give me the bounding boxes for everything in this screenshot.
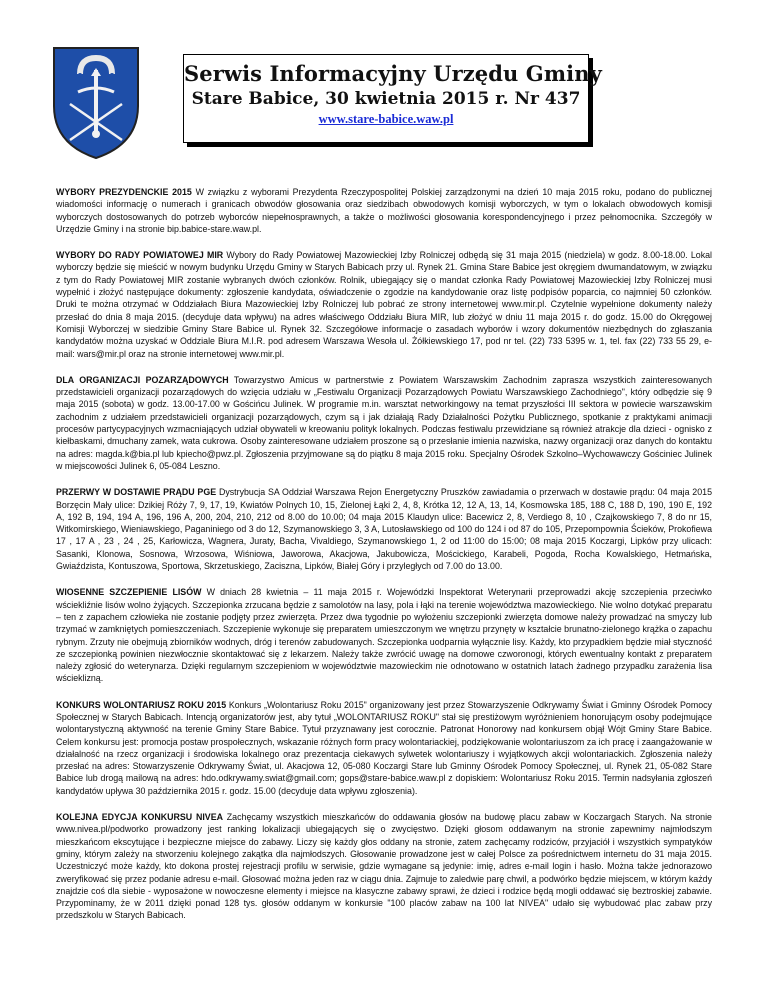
article-nivea-contest — [56, 811, 712, 922]
article-text: W dniach 28 kwietnia – 11 maja 2015 r. Wojewódzki Inspektorat Weterynarii przeprowadzi akcję szczepienia przeciwko wściekliźnie lisów wolno żyjących. Szczepionka zrzucana będzie z samolotów na lasy, pola i łąki na terenie województwa mazowieckiego. Nie wolno dotykać preparatu – ten z zapachem człowieka nie zostanie podjęty przez zwierzęta. Przez dwa tygodnie po wyłożeniu szczepionki zwierzęta domowe należy prowadzać na smyczy lub trzymać w zamkniętych pomieszczeniach. Szczepienie wykonuje się preparatem umieszczonym we wnętrzu przynęty w kształcie brunatno-zielonego krążka o zapachu rybnym. Zrzuty nie obejmują zbiorników wodnych, dróg i terenów zabudowanych. Szczepionka uodparnia wyłącznie lisy. Każdy, kto przypadkiem będzie miał styczność ze szczepionką powinien niezwłocznie skontaktować się z lekarzem. Należy także zwrócić uwagę na domowe czworonogi, których ewentualny kontakt z preparatem należy zgłosić do weterynarza. Dzięki regularnym szczepieniom w województwie mazowieckim nie odnotowano w ostatnich latach żadnego przypadku zarażenia lisa wścieklizną. — [56, 587, 712, 684]
article-heading: PRZERWY W DOSTAWIE PRĄDU PGE — [56, 487, 217, 498]
article-heading: WIOSENNE SZCZEPIENIE LISÓW — [56, 587, 202, 598]
articles-list — [56, 186, 712, 936]
website-link[interactable]: www.stare-babice.waw.pl — [318, 112, 454, 126]
page-title: Serwis Informacyjny Urzędu Gminy — [184, 61, 602, 86]
article-text: Wybory do Rady Powiatowej Mazowieckiej Izby Rolniczej odbędą się 31 maja 2015 (niedziela) w godz. 8.00-18.00. Lokal wyborczy będzie się mieścić w nowym budynku Urzędu Gminy w Starych Babicach przy ul. Rynek 21. Gmina Stare Babice jest okręgiem dwumandatowym, w związku z tym do Rady Powiatowej MIR zostanie wybranych dwóch członków. Rolnik, ubiegający się o mandat członka Rady Powiatowej Mazowieckiej Izby Rolniczej musi wypełnić i złożyć następujące dokumenty: zgłoszenie kandydata, oświadczenie o zgodzie na kandydowanie oraz listę podpisów poparcia, co najmniej 50 członków. Druki te można otrzymać w Oddziałach Biura Mazowieckiej Izby Rolniczej lub pobrać ze strony internetowej www.mir.pl. Czytelnie wypełnione dokumenty należy przesłać do dnia 8 maja 2015. (decyduje data wpływu) na adres właściwego Oddziału Biura MIR, lub złożyć w dniu 11 maja 2015 r. do godz. 15.00 do Okręgowej Komisji Wyborczej w siedzibie Gminy Stare Babice ul. Rynek 32. Szczegółowe informacje o zasadach wyborów i wzory dokumentów niezbędnych do zgłaszania kandydatów można uzyskać w Oddziale Biura M.I.R. pod adresem Warszawa Wesoła ul. Żółkiewskiego 17, pod nr tel. (22) 733 5395 w. 1, tel. fax (22) 733 55 29, e-mail: wars@mir.pl oraz na stronie internetowej www.mir.pl. — [56, 250, 712, 359]
coat-of-arms-icon — [50, 44, 142, 162]
article-heading: WYBORY DO RADY POWIATOWEJ MIR — [56, 250, 224, 261]
article-volunteer-contest — [56, 699, 712, 797]
article-text: Zachęcamy wszystkich mieszkańców do oddawania głosów na budowę placu zabaw w Koczargach Starych. Na stronie www.nivea.pl/podworko prowadzony jest ranking lokalizacji ubiegających się o zwycięstwo. Dzięki głosom oddawanym na stronie zapewnimy najmłodszym mieszkańcom ekscytujące i bezpieczne miejsce do zabawy. Liczy się każdy głos oddany na stronie, zatem zachęcamy rodziców, przyjaciół i wszystkich sympatyków gminy, którym zależy na stworzeniu kolejnego zakątka dla najmłodszych. Głosowanie prowadzone jest w całej Polsce za pośrednictwem internetu do 31 maja 2015. Uczestniczyć może każdy, kto dokona prostej rejestracji profilu w serwisie, gdzie wymagane są jedynie: imię, adres e-mail login i hasło. Można także jednorazowo zweryfikować się przez podanie adresu e-mail. Głosować można jeden raz w ciągu dnia. Zajmuje to zaledwie parę chwil, a podwórko będzie miejscem, w którym każdy znajdzie coś dla siebie - wyposażone w nowoczesne elementy i miejsce na klasyczne zabawy sprawi, że dzieci i rodzice będą mogli oddawać się beztroskiej zabawie. Przypominamy, że w 2011 dzięki ponad 128 tys. głosów oddanym w konkursie "100 placów zabaw na 100 lat NIVEA" udało się wybudować plac zabaw przy przedszkolu w Starych Babicach. — [56, 812, 712, 921]
issue-subtitle: Stare Babice, 30 kwietnia 2015 r. Nr 437 — [191, 89, 581, 109]
article-text: Towarzystwo Amicus w partnerstwie z Powiatem Warszawskim Zachodnim zaprasza wszystkich zainteresowanych przedstawicieli organizacji pozarządowych do wzięcia udziału w „Festiwalu Organizacji Pozarządowych Powiatu Warszawskiego Zachodniego", który odbędzie się 9 maja 2015 (sobota) w godz. 13.00-17.00 w Gościńcu Julinek. W programie m.in. warsztat networkingowy na temat przyszłości III sektora w powiecie warszawskim zachodnim z udziałem przedstawicieli organizacji pozarządowych, czym są i jak działają Rady Działalności Pożytku Publicznego, spotkanie z praktykami animacji procesów partycypacyjnych wzmacniających udział obywateli w kreowaniu polityk lokalnych. Podczas festiwalu przewidziane są również atrakcje dla dzieci - ognisko z kiełbaskami, dmuchany zamek, wata cukrowa. Osoby zainteresowane udziałem proszone są o przesłanie imienia nazwiska, nazwy organizacji oraz danych do kontaktu na adres: magda.k@bia.pl lub kpiecho@pwz.pl. Zgłoszenia przyjmowane są do piątku 8 maja 2015 roku. Specjalny Ośrodek Szkolno–Wychowawczy Gościniec Julinek w miejscowości Julinek 6, 05-084 Leszno. — [56, 374, 712, 471]
article-mir-elections — [56, 249, 712, 360]
article-heading: WYBORY PREZYDENCKIE 2015 — [56, 187, 192, 197]
article-power-outages — [56, 486, 712, 572]
header-box — [183, 54, 602, 143]
article-text: W związku z wyborami Prezydenta Rzeczypospolitej Polskiej zarządzonymi na dzień 10 maja 2015 roku, podano do publicznej wiadomości informację o numerach i granicach obwodów głosowania oraz siedzibach obwodowych komisji wyborczych, w tym o lokalach obwodowych komisji wyborczych dostosowanych do potrzeb wyborców niepełnosprawnych, a także o możliwości głosowania korespondencyjnego i przez pełnomocnika. Szczegóły w Urzędzie Gminy i na stronie bip.babice-stare.waw.pl. — [56, 187, 712, 234]
article-text: Konkurs „Wolontariusz Roku 2015" organizowany jest przez Stowarzyszenie Odkrywamy Świat i Gminny Ośrodek Pomocy Społecznej w Starych Babicach. Intencją organizatorów jest, aby tytuł „WOLONTARIUSZ ROKU" stał się prestiżowym wyróżnieniem honorującym osoby podejmujące wolontarystyczną aktywność na terenie Gminy Stare Babice. Tytuł przyznawany jest corocznie. Patronat Honorowy nad konkursem objął Wójt Gminy Stare Babice. Celem konkursu jest: promocja postaw prospołecznych, wskazanie różnych form pracy wolontariackiej, podziękowanie wolontariuszom za ich pracę i zaangażowanie w działalność na rzecz organizacji i środowiska lokalnego oraz prezentacja ciekawych sylwetek wolontariuszy i wyjątkowych akcji wolontariackich. Zgłoszenia należy przesłać na adres: Stowarzyszenie Odkrywamy Świat, ul. Akacjowa 12, 05-080 Koczargi Stare lub Gminny Ośrodek Pomocy Społecznej, ul. Rynek 21, 05-082 Stare Babice lub drogą mailową na adres: hdo.odkrywamy.swiat@gmail.com; gops@stare-babice.waw.pl z dopiskiem: Wolontariusz Roku 2015. Termin nadsyłania zgłoszeń kandydatów upływa 30 października 2015 r. godz. 15.00 (decyduje data wpływu zgłoszenia). — [56, 699, 712, 796]
article-fox-vaccination — [56, 586, 712, 684]
article-ngo — [56, 374, 712, 472]
article-text: Dystrybucja SA Oddział Warszawa Rejon Energetyczny Pruszków zawiadamia o przerwach w dostawie prądu: 04 maja 2015 Borzęcin Mały ulice: Dzikiej Róży 7, 9, 17, 19, Kwiatów Polnych 10, 15, Zielonej Łąki 2, 4, 8, Krótka 12, 12 A, 13, 14, Kosmowska 185, 188 C, 188 D, 190, 190 E, 192 A, 192 B, 194, 194 A, 196, 196 A, 200, 204, 210, 212 od 8.00 do 10.00; 04 maja 2015 Klaudyn ulice: Bacewicz 2, 8, Verdiego 8, 10 , Czajkowskiego 7, 8 do nr 15, Witkomirskiego, Wieniawskiego, Paganiniego od 3 do 12, Szymanowskiego 3, 3 A, Lutosławskiego od 100 do 124 i od 87 do 105, Przepompownia Ścieków, Prokofiewa 17 , 17 A , 23 , 24 , 25, Karłowicza, Wagnera, Juraty, Bacha, Vivaldiego, Szymanowskiego 1, 2 od 11:00 do 15:00; 08 maja 2015 Koczargi, Lipków przy ulicach: Sasanki, Klonowa, Sosnowa, Wrzosowa, Wiśniowa, Jaworowa, Akacjowa, Jakubowicza, Mościckiego, Karabeli, Pogoda, Rocha Kowalskiego, Hetmańska, Gwiaździsta, Kontuszowa, Sportowa, Skrzetuskiego, Zaciszna, Lipków, Białej Góry i przyległych od 7.00 do 13.00. — [56, 487, 712, 572]
article-presidential-elections — [56, 186, 712, 235]
article-heading: KONKURS WOLONTARIUSZ ROKU 2015 — [56, 699, 227, 710]
article-heading: KOLEJNA EDYCJA KONKURSU NIVEA — [56, 812, 223, 823]
article-heading: DLA ORGANIZACJI POZARZĄDOWYCH — [56, 374, 229, 385]
